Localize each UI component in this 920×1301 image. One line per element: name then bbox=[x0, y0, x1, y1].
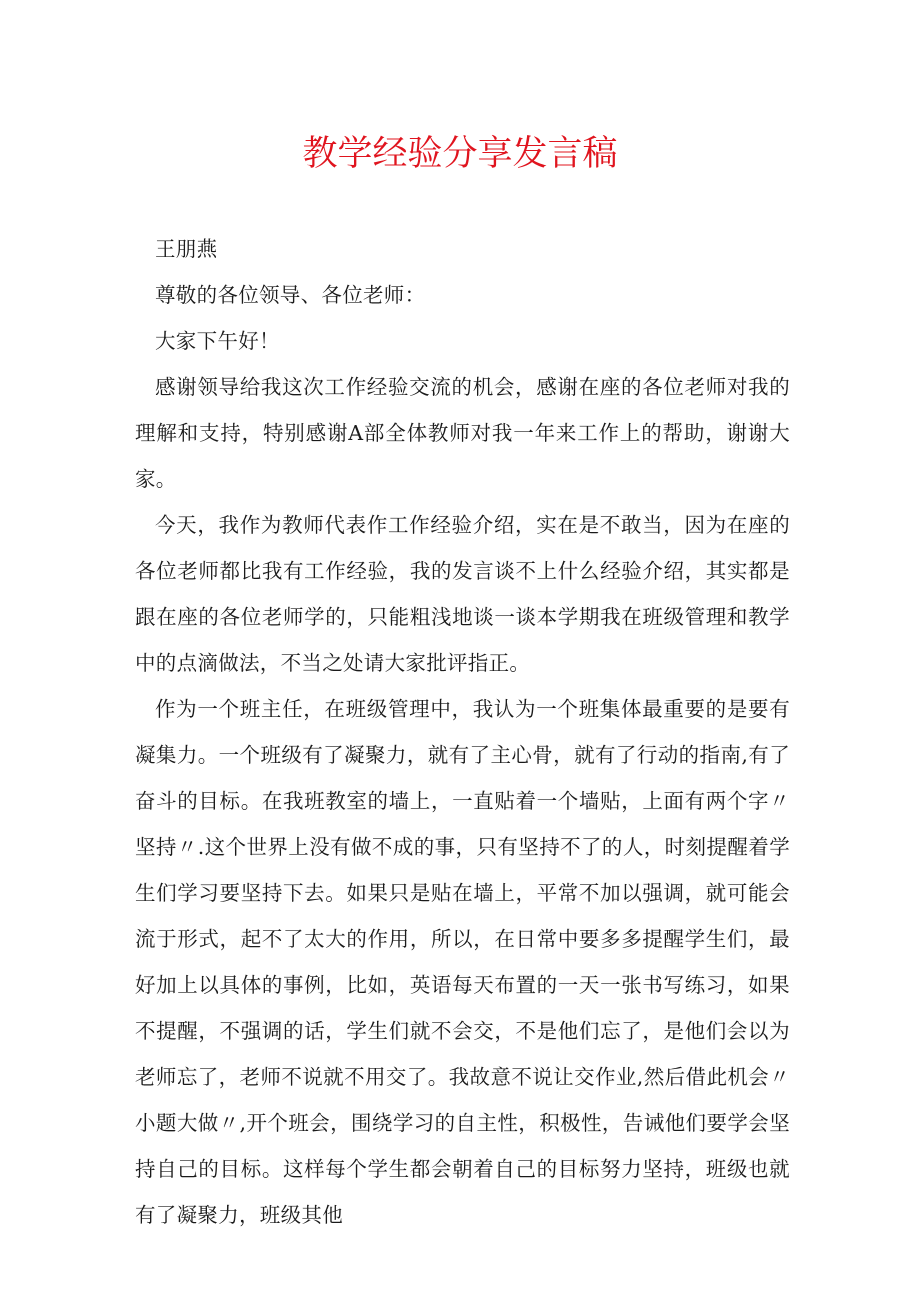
document-title: 教学经验分享发言稿 bbox=[302, 134, 618, 174]
paragraph-introduction: 今天，我作为教师代表作工作经验介绍，实在是不敢当，因为在座的各位老师都比我有工作经验，我的发言谈不上什么经验介绍，其实都是跟在座的各位老师学的，只能粗浅地谈一谈本学期我在班级管理和教学中的点滴做法，不当之处请大家批评指正。 bbox=[135, 513, 790, 675]
author-name: 王朋燕 bbox=[155, 237, 218, 261]
paragraph-class-management: 作为一个班主任，在班级管理中，我认为一个班集体最重要的是要有凝集力。一个班级有了凝聚力，就有了主心骨，就有了行动的指南,有了奋斗的目标。在我班教室的墙上，一直贴着一个墙贴，上面有两个字〃坚持〃.这个世界上没有做不成的事，只有坚持不了的人，时刻提醒着学生们学习要坚持下去。如果只是贴在墙上，平常不加以强调，就可能会流于形式，起不了太大的作用，所以，在日常中要多多提醒学生们，最好加上以具体的事例，比如，英语每天布置的一天一张书写练习，如果不提醒，不强调的话，学生们就不会交，不是他们忘了，是他们会以为老师忘了，老师不说就不用交了。我故意不说让交作业,然后借此机会〃小题大做〃,开个班会，围绕学习的自主性，积极性，告诫他们要学会坚持自己的目标。这样每个学生都会朝着自己的目标努力坚持，班级也就有了凝聚力，班级其他 bbox=[135, 697, 790, 1227]
document-body bbox=[135, 226, 790, 1238]
paragraph-thanks: 感谢领导给我这次工作经验交流的机会，感谢在座的各位老师对我的理解和支持，特别感谢A部全体教师对我一年来工作上的帮助，谢谢大家。 bbox=[135, 375, 790, 491]
salutation: 尊敬的各位领导、各位老师： bbox=[155, 283, 426, 307]
greeting: 大家下午好！ bbox=[155, 329, 280, 353]
